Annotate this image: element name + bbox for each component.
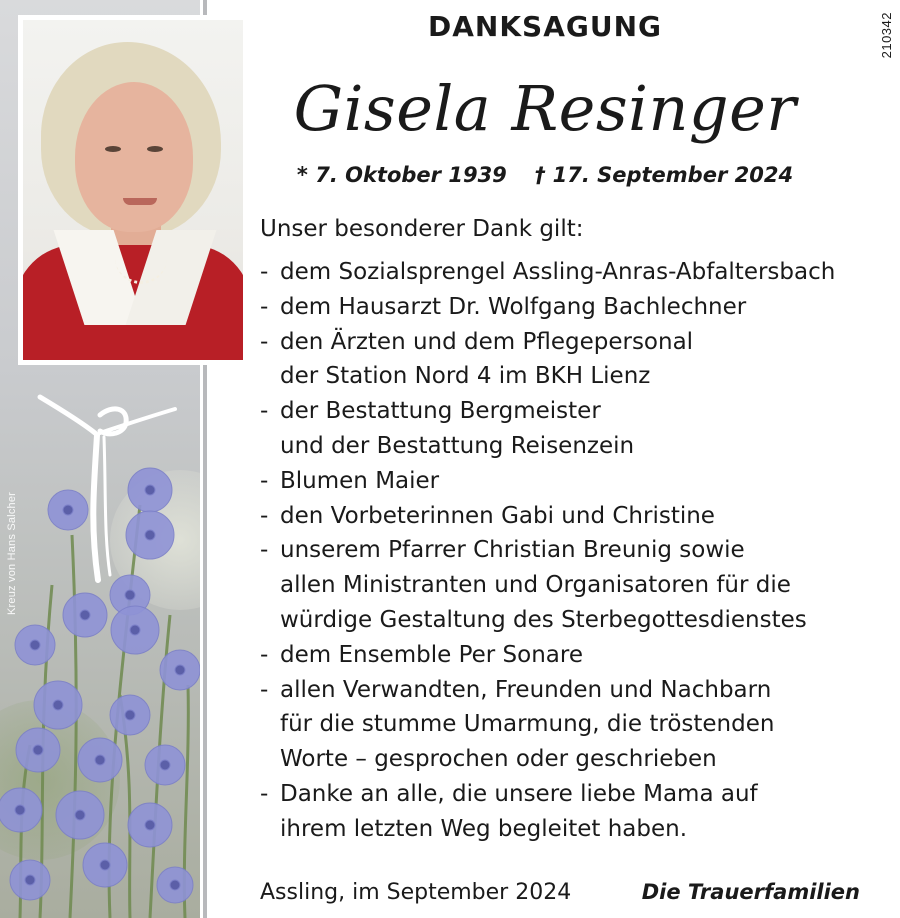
thanks-line: unserem Pfarrer Christian Breunig sowie	[280, 537, 745, 564]
deceased-name: Gisela Resinger	[293, 72, 797, 145]
birth-date: * 7. Oktober 1939	[296, 163, 507, 187]
chicory-flowers	[0, 468, 200, 903]
thanks-line: und der Bestattung Reisenzein	[280, 432, 635, 459]
death-date: † 17. September 2024	[534, 163, 794, 187]
thanks-line: ihrem letzten Weg begleitet haben.	[280, 815, 688, 842]
thanks-list-item	[260, 255, 870, 290]
flowers-and-cross-illustration	[0, 385, 200, 918]
thanks-line: für die stumme Umarmung, die tröstenden	[280, 711, 775, 738]
list-dash: -	[260, 467, 269, 494]
thanks-line: den Vorbeterinnen Gabi und Christine	[280, 502, 715, 529]
portrait-photo	[23, 20, 243, 360]
portrait-mouth	[123, 198, 157, 205]
thanks-line: dem Ensemble Per Sonare	[280, 641, 583, 668]
thanks-intro: Unser besonderer Dank gilt:	[260, 216, 584, 242]
thanks-line: würdige Gestaltung des Sterbegottesdienstes	[280, 606, 807, 633]
thanks-line: der Station Nord 4 im BKH Lienz	[280, 363, 651, 390]
list-dash: -	[260, 641, 269, 668]
thanks-line: den Ärzten und dem Pflegepersonal	[280, 328, 694, 355]
list-dash: -	[260, 676, 269, 703]
place-and-date: Assling, im September 2024	[260, 880, 572, 905]
signature: Die Trauerfamilien	[641, 880, 860, 904]
image-credit: Kreuz von Hans Salcher	[6, 491, 18, 615]
portrait-frame	[18, 15, 248, 365]
thanks-line: allen Ministranten und Organisatoren für die	[280, 572, 791, 599]
list-dash: -	[260, 502, 269, 529]
list-dash: -	[260, 328, 269, 355]
thanks-line: Danke an alle, die unsere liebe Mama auf	[280, 780, 758, 807]
thanks-list-item	[260, 777, 870, 847]
thanks-line: dem Sozialsprengel Assling-Anras-Abfaltersbach	[280, 259, 836, 285]
thanks-list-item	[260, 325, 870, 395]
portrait-eye	[147, 146, 163, 152]
thanks-line: Blumen Maier	[280, 467, 440, 494]
list-dash: -	[260, 259, 269, 285]
reference-number: 210342	[879, 12, 894, 59]
list-dash: -	[260, 537, 269, 564]
thanks-list-item	[260, 464, 870, 499]
thanks-list-item	[260, 499, 870, 534]
portrait-face	[75, 82, 193, 232]
thanks-list-item	[260, 290, 870, 325]
thanks-list-item	[260, 638, 870, 673]
thanks-line: Worte – gesprochen oder geschrieben	[280, 746, 717, 773]
page-heading: DANKSAGUNG	[427, 10, 662, 43]
list-dash: -	[260, 780, 269, 807]
thanks-list-item	[260, 394, 870, 464]
thanks-list	[260, 255, 870, 847]
thanks-line: der Bestattung Bergmeister	[280, 398, 601, 425]
thanks-list-item	[260, 673, 870, 777]
thanks-line: allen Verwandten, Freunden und Nachbarn	[280, 676, 772, 703]
thanks-list-item	[260, 533, 870, 637]
thanks-line: dem Hausarzt Dr. Wolfgang Bachlechner	[280, 293, 747, 320]
list-dash: -	[260, 398, 269, 425]
list-dash: -	[260, 293, 269, 320]
life-dates	[230, 163, 860, 187]
portrait-eye	[105, 146, 121, 152]
